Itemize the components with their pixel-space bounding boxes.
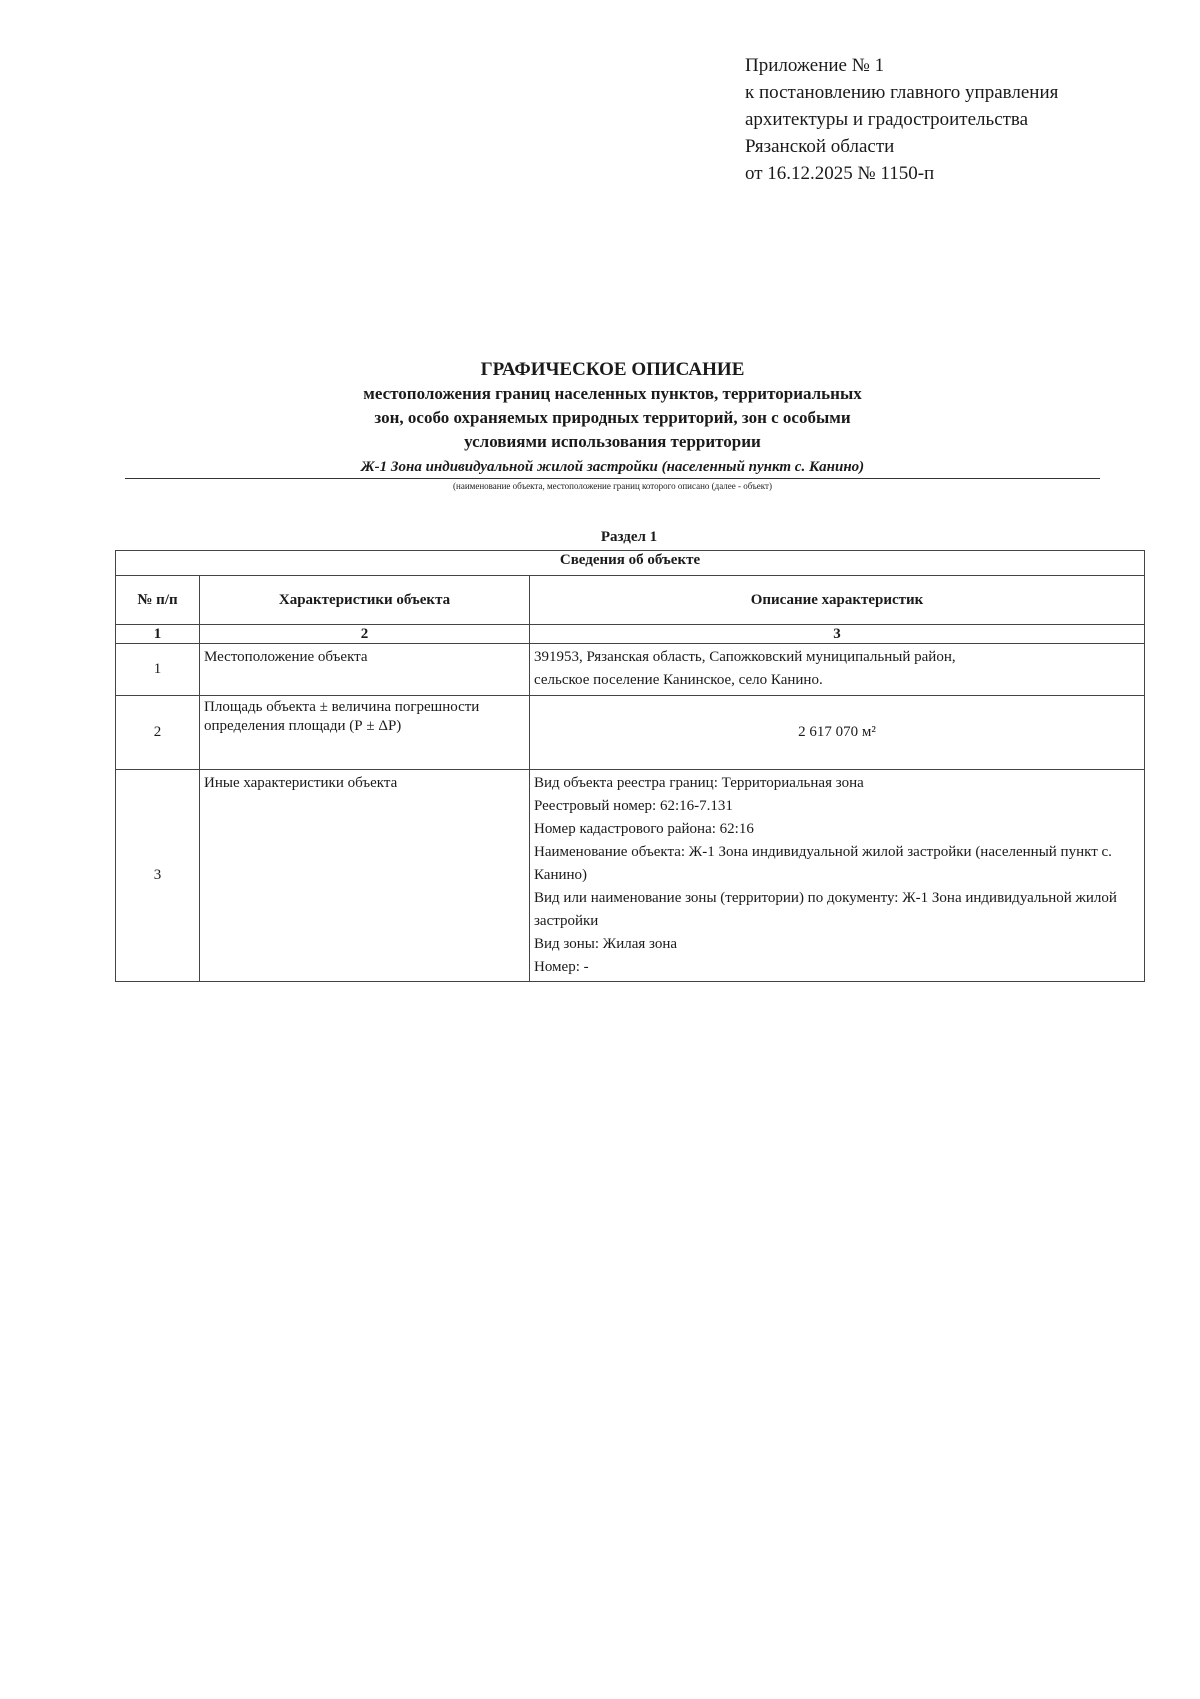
document-subtitle-line: местоположения границ населенных пунктов, территориальных	[363, 384, 862, 403]
appendix-line: Приложение № 1	[745, 55, 885, 76]
row-description	[530, 770, 1145, 982]
column-number: 2	[200, 625, 530, 644]
row-description	[530, 696, 1145, 770]
row-characteristic: Местоположение объекта	[200, 644, 530, 696]
description-line: 391953, Рязанская область, Сапожковский муниципальный район,	[534, 649, 956, 665]
table-caption-row	[116, 551, 1145, 576]
document-title: ГРАФИЧЕСКОЕ ОПИСАНИЕ	[480, 359, 745, 380]
row-num: 1	[116, 644, 200, 696]
appendix-line: от 16.12.2025 № 1150-п	[745, 163, 935, 184]
description-line: сельское поселение Канинское, село Канино.	[534, 672, 823, 688]
row-num: 3	[116, 770, 200, 982]
row-num: 2	[116, 696, 200, 770]
document-title-block	[125, 358, 1100, 492]
row-characteristic: Иные характеристики объекта	[200, 770, 530, 982]
header-characteristics: Характеристики объекта	[200, 576, 530, 625]
table-row	[116, 770, 1145, 982]
column-number: 3	[530, 625, 1145, 644]
object-name-caption: (наименование объекта, местоположение границ которого описано (далее - объект)	[453, 481, 772, 491]
description-line: Номер кадастрового района: 62:16	[534, 821, 754, 837]
section-title: Раздел 1	[600, 529, 658, 545]
appendix-line: к постановлению главного управления	[745, 82, 1059, 103]
row-description	[530, 644, 1145, 696]
appendix-line: архитектуры и градостроительства	[745, 109, 1029, 130]
description-line: Номер: -	[534, 959, 589, 975]
column-numbers-row	[116, 625, 1145, 644]
object-name: Ж-1 Зона индивидуальной жилой застройки (населенный пункт с. Канино)	[125, 456, 1100, 479]
header-description: Описание характеристик	[530, 576, 1145, 625]
description-line: 2 617 070 м²	[798, 724, 876, 740]
document-subtitle-line: условиями использования территории	[464, 432, 761, 451]
table-header-row	[116, 576, 1145, 625]
table-row	[116, 644, 1145, 696]
row-characteristic: Площадь объекта ± величина погрешности определения площади (Р ± ΔР)	[200, 696, 530, 770]
column-number: 1	[116, 625, 200, 644]
header-num: № п/п	[116, 576, 200, 625]
document-subtitle-line: зон, особо охраняемых природных территорий, зон с особыми	[374, 408, 851, 427]
appendix-header	[745, 52, 1185, 187]
object-info-table	[115, 550, 1145, 982]
appendix-line: Рязанской области	[745, 136, 895, 157]
table-row	[116, 696, 1145, 770]
description-line: Наименование объекта: Ж-1 Зона индивидуальной жилой застройки (населенный пункт с. Канино)	[534, 844, 1112, 883]
table-caption: Сведения об объекте	[116, 551, 1145, 576]
description-line: Вид объекта реестра границ: Территориальная зона	[534, 775, 864, 791]
description-line: Вид или наименование зоны (территории) по документу: Ж-1 Зона индивидуальной жилой застройки	[534, 890, 1117, 929]
description-line: Вид зоны: Жилая зона	[534, 936, 678, 952]
description-line: Реестровый номер: 62:16-7.131	[534, 798, 733, 814]
